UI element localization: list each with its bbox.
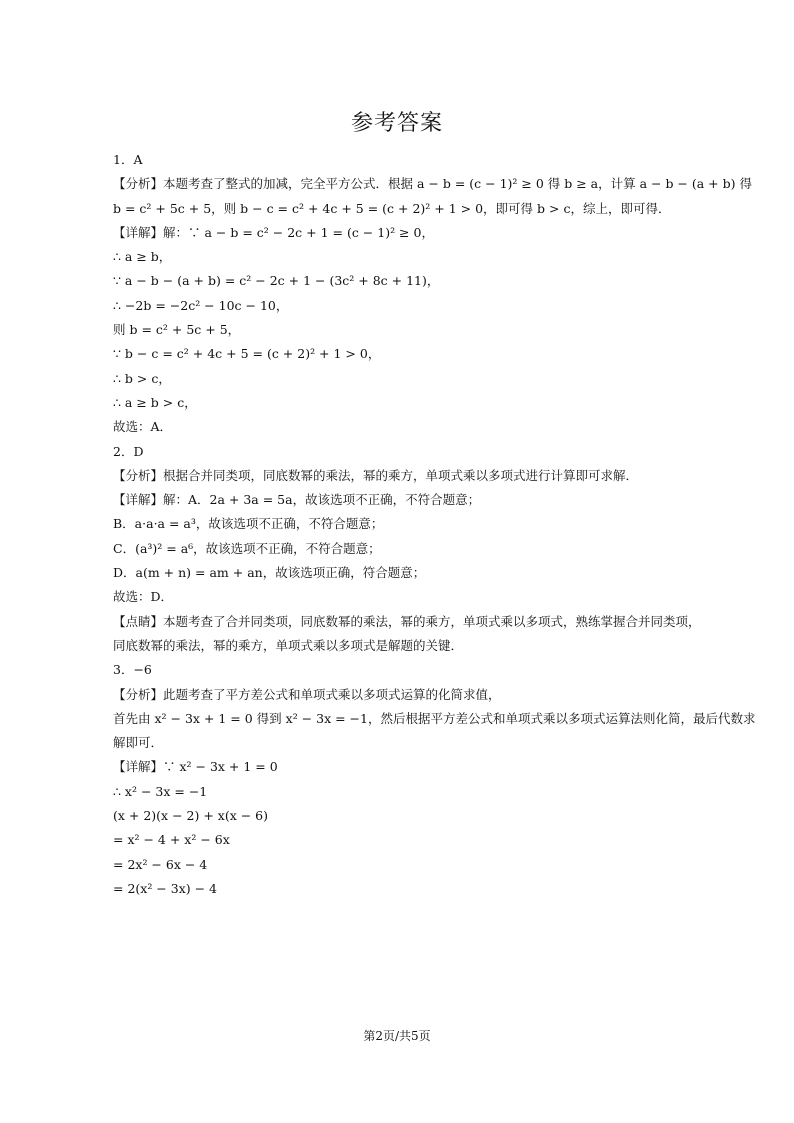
q2-detail-option-c: C．(a³)² = a⁶，故该选项不正确，不符合题意； <box>113 540 381 556</box>
q2-comment-line-1: 【点睛】本题考查了合并同类项，同底数幂的乘法，幂的乘方，单项式乘以多项式，熟练掌握合并同类项， <box>113 613 701 629</box>
q1-number: 1．A <box>113 152 143 167</box>
q3-analysis-line-2: 首先由 x² − 3x + 1 = 0 得到 x² − 3x = −1，然后根据平方差公式和单项式乘以多项式运算法则化简，最后代数求 <box>113 710 756 726</box>
q3-detail-step-4: = x² − 4 + x² − 6x <box>113 832 230 848</box>
q3-detail-step-1: 【详解】∵ x² − 3x + 1 = 0 <box>113 759 278 775</box>
q1-analysis-line-1: 【分析】本题考查了整式的加减，完全平方公式．根据 a − b = (c − 1)² ≥ 0 得 b ≥ a，计算 a − b − (a + b) 得 <box>113 176 752 192</box>
q3-detail-step-6: = 2(x² − 3x) − 4 <box>113 880 218 896</box>
q2-comment-line-2: 同底数幂的乘法，幂的乘方，单项式乘以多项式是解题的关键． <box>113 637 464 653</box>
q1-detail-step-3: ∵ a − b − (a + b) = c² − 2c + 1 − (3c² + 8c + 11)， <box>113 273 440 289</box>
q2-detail-option-b: B．a·a·a = a³，故该选项不正确，不符合题意； <box>113 516 384 532</box>
q3-detail-step-5: = 2x² − 6x − 4 <box>113 856 208 872</box>
q1-detail-step-8: ∴ a ≥ b > c， <box>113 394 197 410</box>
q3-analysis-line-1: 【分析】此题考查了平方差公式和单项式乘以多项式运算的化简求值， <box>113 686 501 702</box>
q2-analysis: 【分析】根据合并同类项，同底数幂的乘法，幂的乘方，单项式乘以多项式进行计算即可求解． <box>113 467 639 483</box>
page-title: 参考答案 <box>350 111 443 136</box>
q1-detail-step-6: ∵ b − c = c² + 4c + 5 = (c + 2)² + 1 > 0， <box>113 346 381 362</box>
q3-detail-step-3: (x + 2)(x − 2) + x(x − 6) <box>113 808 268 824</box>
page-footer: 第2页/共5页 <box>363 1029 431 1043</box>
q1-detail-step-5: 则 b = c² + 5c + 5， <box>113 322 241 338</box>
q3-number: 3．−6 <box>113 662 152 678</box>
q1-detail-step-1: 【详解】解：∵ a − b = c² − 2c + 1 = (c − 1)² ≥ 0， <box>113 224 434 240</box>
q2-choice: 故选：D． <box>113 589 174 605</box>
q1-detail-step-7: ∴ b > c， <box>113 370 171 386</box>
q2-detail-option-a: 【详解】解：A．2a + 3a = 5a，故该选项不正确，不符合题意； <box>113 492 481 508</box>
q1-choice: 故选：A． <box>113 419 173 435</box>
q3-analysis-line-3: 解即可． <box>113 735 164 751</box>
q2-detail-option-d: D．a(m + n) = am + an，故该选项正确，符合题意； <box>113 565 426 581</box>
answer-content <box>113 148 756 901</box>
q1-detail-step-4: ∴ −2b = −2c² − 10c − 10， <box>113 297 289 313</box>
q3-detail-step-2: ∴ x² − 3x = −1 <box>113 783 208 799</box>
q1-detail-step-2: ∴ a ≥ b， <box>113 249 172 265</box>
q1-analysis-line-2: b = c² + 5c + 5，则 b − c = c² + 4c + 5 = (c + 2)² + 1 > 0，即可得 b > c，综上，即可得． <box>113 200 671 216</box>
q2-number: 2．D <box>113 443 144 459</box>
